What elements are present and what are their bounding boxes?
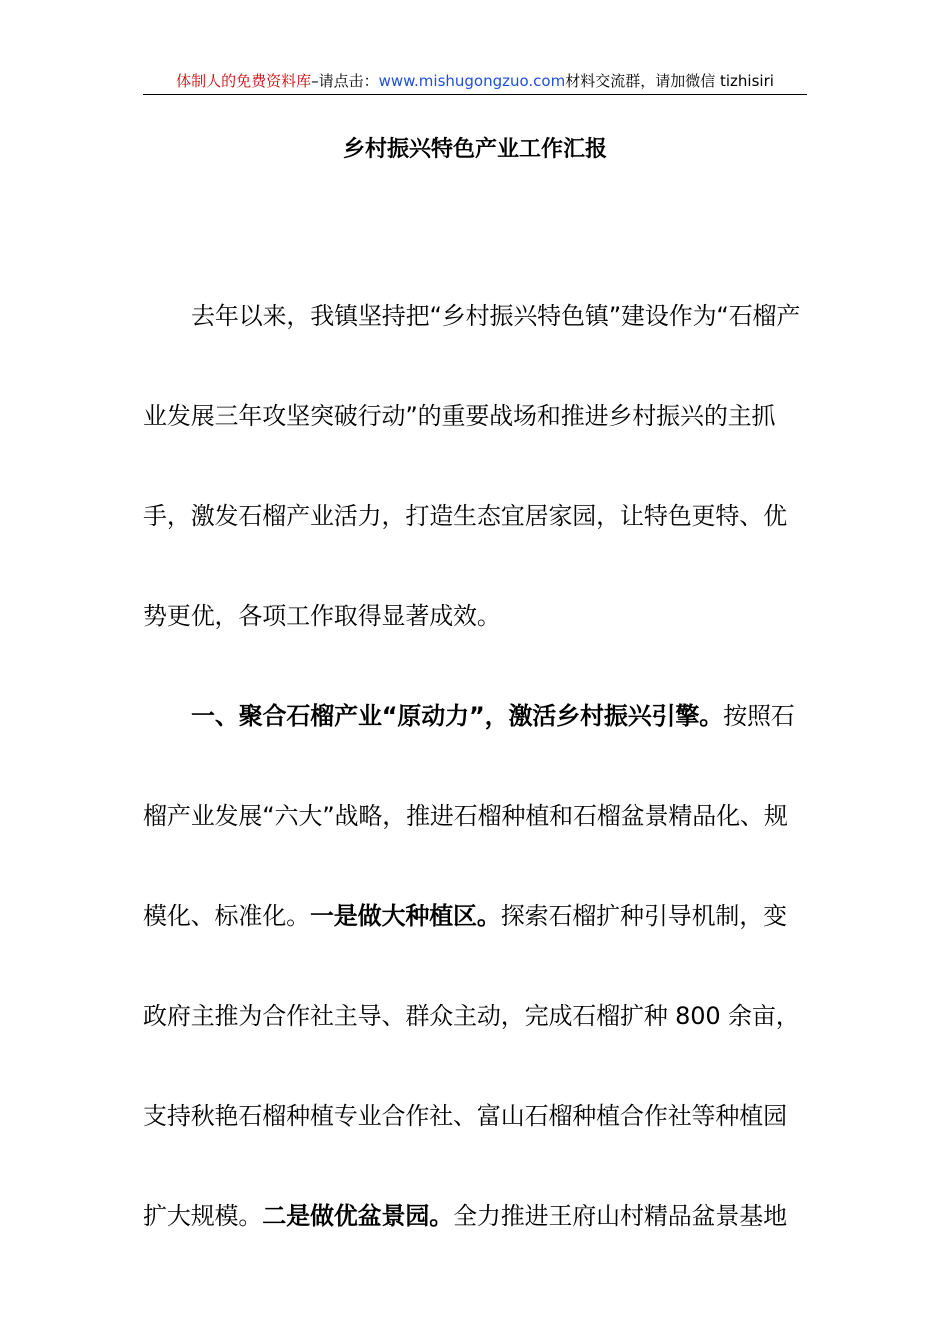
section-1-text: 按照石榴产业发展“六大”战略，推进石榴种植和石榴盆景精品化、规模化、标准化。 (143, 702, 795, 930)
point-2-text: 全力推进王府山村精品盆景基地 (453, 1202, 787, 1230)
document-title: 乡村振兴特色产业工作汇报 (342, 137, 607, 162)
header-suffix: 材料交流群，请加微信 tizhisiri (565, 72, 774, 90)
point-1-label: 一是做大种植区。 (309, 902, 501, 930)
header-url-link[interactable]: www.mishugongzuo.com (378, 72, 566, 90)
page-header (143, 70, 807, 95)
point-1-text: 探索石榴扩种引导机制，变政府主推为合作社主导、群众主动，完成石榴扩种 800 余亩，支持秋艳石榴种植专业合作社、富山石榴种植合作社等种植园扩大规模。 (143, 902, 800, 1230)
header-prompt: –请点击： (311, 72, 379, 90)
intro-paragraph: 去年以来，我镇坚持把“乡村振兴特色镇”建设作为“石榴产业发展三年攻坚突破行动”的重要战场和推进乡村振兴的主抓手，激发石榴产业活力，打造生态宜居家园，让特色更特、优势更优，各项工作取得显著成效。 (143, 302, 801, 630)
document-body (143, 266, 807, 1266)
header-brand: 体制人的免费资料库 (176, 72, 312, 90)
point-2-label: 二是做优盆景园。 (262, 1202, 454, 1230)
section-1-paragraph (143, 666, 807, 1266)
section-1-heading: 一、聚合石榴产业“原动力”，激活乡村振兴引擎。 (191, 702, 724, 730)
